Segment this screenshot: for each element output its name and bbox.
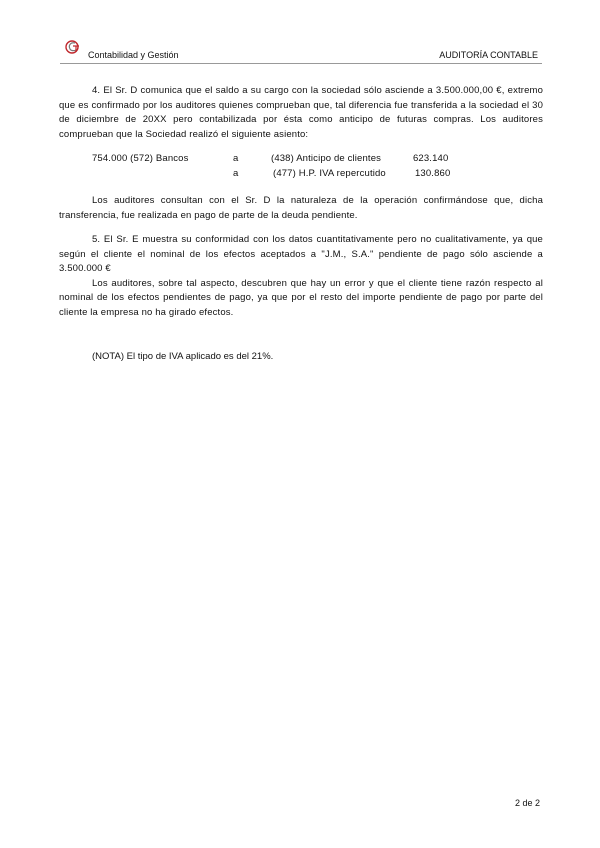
entry-line-account: (438) Anticipo de clientes — [271, 153, 382, 164]
page-header — [60, 38, 542, 64]
page-number: 2 de 2 — [514, 798, 540, 808]
paragraph-5: 5. El Sr. E muestra su conformidad con los datos cuantitativamente pero no cualitativamente, ya que según el cliente el nominal de los efectos aceptados a "J.M., S.A." pendiente de pago sólo asciende a 3.500.000 € — [59, 234, 543, 274]
entry-line-a: a — [233, 153, 239, 164]
header-divider — [60, 63, 542, 64]
paragraph-4: 4. El Sr. D comunica que el saldo a su cargo con la sociedad sólo asciende a 3.500.000,00 €, extremo que es confirmado por los auditores quienes comprueban que, tal diferencia fue transferida a la sociedad el 30 de diciembre de 20XX pero contabilizada por ésta como anticipo de futuras compras. Los auditores comprueban que la Sociedad realizó el siguiente asiento: — [59, 85, 543, 140]
entry-debit: 754.000 (572) Bancos — [92, 153, 189, 164]
entry-line-amount: 130.860 — [415, 168, 451, 179]
paragraph-5b: Los auditores, sobre tal aspecto, descubren que hay un error y que el cliente tiene razón respecto al nominal de los efectos pendientes de pago, ya que por el resto del importe pendiente de pago por parte del cliente la empresa no ha girado efectos. — [59, 277, 543, 318]
header-title-right: AUDITORÍA CONTABLE — [439, 50, 538, 60]
paragraph-4b: Los auditores consultan con el Sr. D la naturaleza de la operación confirmándose que, dicha transferencia, fue realizada en pago de parte de la deuda pendiente. — [59, 195, 543, 221]
header-title-left: Contabilidad y Gestión — [88, 50, 179, 60]
page-body — [59, 84, 543, 320]
journal-entry — [59, 152, 543, 182]
cg-logo-icon — [64, 38, 82, 56]
entry-line-a: a — [233, 168, 239, 179]
entry-line-account: (477) H.P. IVA repercutido — [273, 168, 386, 179]
iva-note: (NOTA) El tipo de IVA aplicado es del 21%. — [92, 351, 274, 362]
entry-line-amount: 623.140 — [413, 153, 449, 164]
